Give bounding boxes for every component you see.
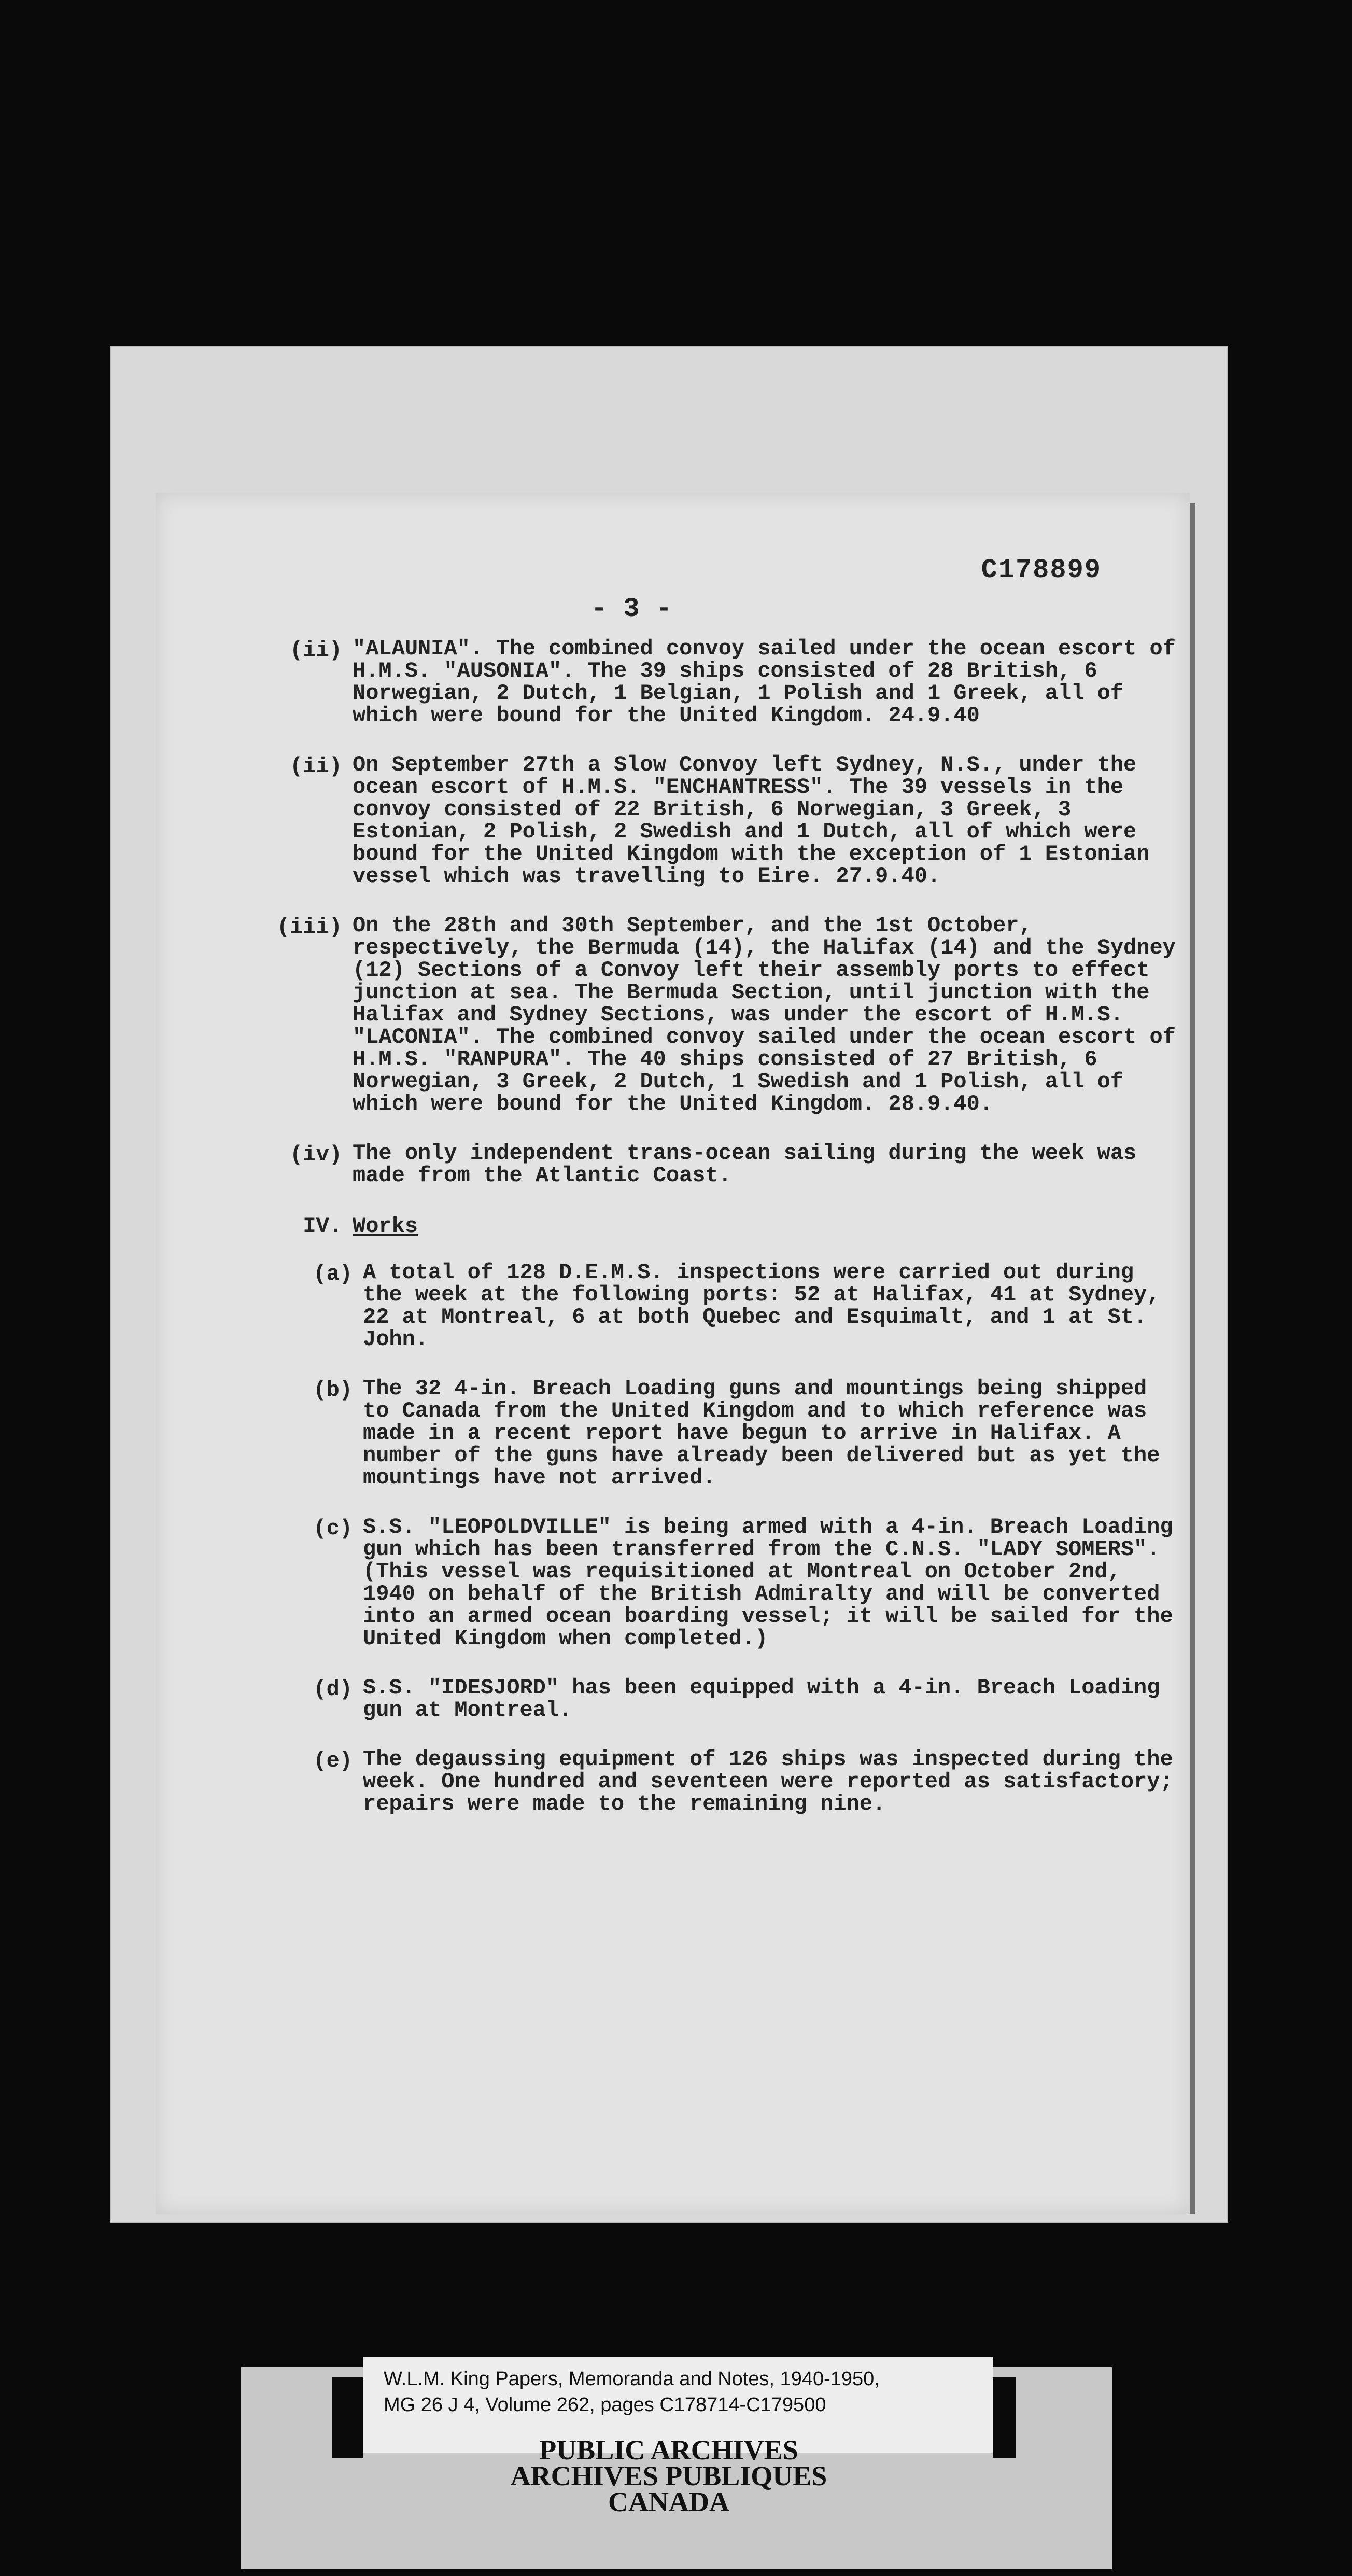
works-item-label: (b) (313, 1378, 353, 1403)
section-heading (303, 1214, 1182, 1239)
stamp-line: CANADA (608, 2486, 729, 2517)
page-content (276, 636, 1182, 1842)
works-item-text: S.S. "IDESJORD" has been equipped with a 4-in. Breach Loading gun at Montreal. (363, 1675, 1160, 1723)
stamp-line: ARCHIVES PUBLIQUES (510, 2460, 827, 2491)
paragraph-text: On September 27th a Slow Convoy left Sydney, N.S., under the ocean escort of H.M.S. "ENCHANTRESS". The 39 vessels in the convoy consisted of 22 British, 6 Norwegian, 3 Greek, 3 Estonian, 2 Polish, 2 Swedish and 1 Dutch, all of which were bound for the United Kingdom with the exception of 1 Estonian vessel which was travelling to Eire. 27.9.40. (353, 752, 1150, 889)
works-item-label: (d) (313, 1677, 353, 1702)
works-item (313, 1376, 1182, 1490)
paragraph-label: (iii) (276, 915, 342, 940)
works-item (313, 1675, 1182, 1723)
document-id: C178899 (981, 555, 1102, 585)
works-item (313, 1260, 1182, 1352)
works-item (313, 1515, 1182, 1651)
page-number: - 3 - (591, 594, 672, 624)
document-page (156, 493, 1190, 2214)
works-item (313, 1747, 1182, 1816)
works-item-text: The 32 4-in. Breach Loading guns and mountings being shipped to Canada from the United Kingdom and to which reference was made in a recent report have begun to arrive in Halifax. A number of the guns have already been delivered but as yet the mountings have not arrived. (363, 1376, 1160, 1490)
caption-line: W.L.M. King Papers, Memoranda and Notes, 1940-1950, (384, 2368, 880, 2390)
scan-artifact (332, 2377, 363, 2458)
scan-artifact (993, 2377, 1016, 2458)
works-item-text: S.S. "LEOPOLDVILLE" is being armed with a 4-in. Breach Loading gun which has been transferred from the C.N.S. "LADY SOMERS". (This vessel was requisitioned at Montreal on October 2nd, 1940 on behalf of the British Admiralty and will be converted into an armed ocean boarding vessel; it will be sailed for the United Kingdom when completed.) (363, 1515, 1173, 1651)
section-title: Works (353, 1214, 418, 1239)
paragraph-text: "ALAUNIA". The combined convoy sailed under the ocean escort of H.M.S. "AUSONIA". The 39 ships consisted of 28 British, 6 Norwegian, 2 Dutch, 1 Belgian, 1 Polish and 1 Greek, all of which were bound for the United Kingdom. 24.9.40 (353, 636, 1176, 728)
paragraph (290, 1141, 1182, 1188)
paragraph (290, 752, 1182, 889)
works-item-label: (a) (313, 1262, 353, 1286)
caption-line: MG 26 J 4, Volume 262, pages C178714-C179500 (384, 2394, 826, 2416)
paragraph-text: On the 28th and 30th September, and the 1st October, respectively, the Bermuda (14), the Halifax (14) and the Sydney (12) Sections of a Convoy left their assembly ports to effect junction at sea. The Bermuda Section, until junction with the Halifax and Sydney Sections, was under the escort of H.M.S. "LACONIA". The combined convoy sailed under the ocean escort of H.M.S. "RANPURA". The 40 ships consisted of 27 British, 6 Norwegian, 3 Greek, 2 Dutch, 1 Swedish and 1 Polish, all of which were bound for the United Kingdom. 28.9.40. (353, 913, 1176, 1116)
section-label: IV. (303, 1214, 342, 1239)
works-item-label: (c) (313, 1516, 353, 1541)
archive-stamp (508, 2434, 829, 2517)
works-item-label: (e) (313, 1748, 353, 1773)
works-item-text: The degaussing equipment of 126 ships was inspected during the week. One hundred and seventeen were reported as satisfactory; repairs were made to the remaining nine. (363, 1747, 1173, 1816)
paragraph-label: (ii) (290, 754, 342, 779)
stamp-line: PUBLIC ARCHIVES (539, 2434, 798, 2466)
paragraph (276, 913, 1182, 1116)
paragraph (290, 636, 1182, 728)
paragraph-text: The only independent trans-ocean sailing during the week was made from the Atlantic Coast. (353, 1141, 1137, 1188)
works-item-text: A total of 128 D.E.M.S. inspections were carried out during the week at the following ports: 52 at Halifax, 41 at Sydney, 22 at Montreal, 6 at both Quebec and Esquimalt, and 1 at St. John. (363, 1260, 1160, 1352)
paragraph-label: (iv) (290, 1142, 342, 1167)
paragraph-label: (ii) (290, 638, 342, 663)
